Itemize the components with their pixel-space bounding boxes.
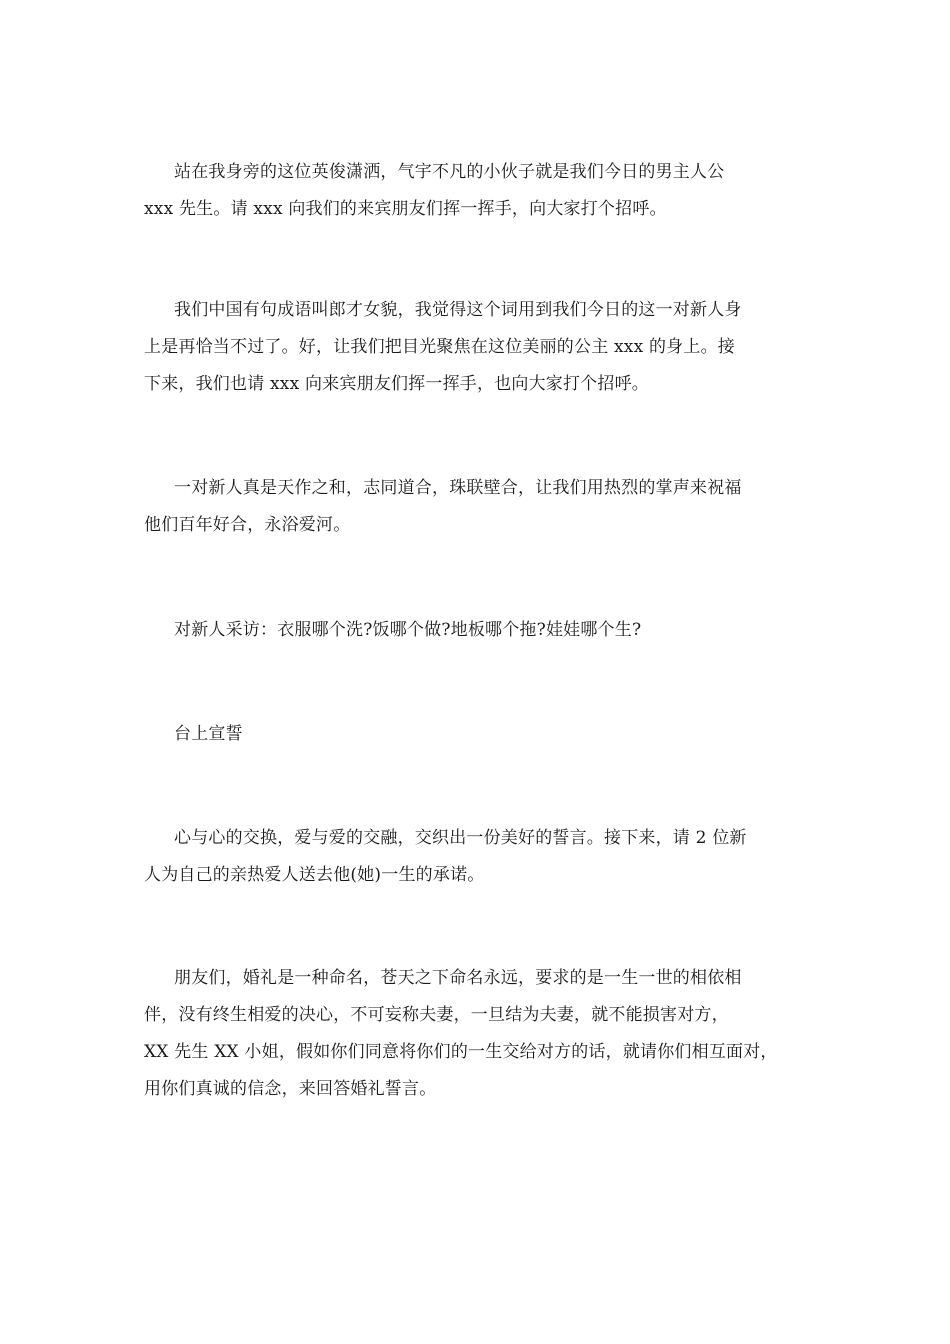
text-line: 台上宣誓: [174, 724, 243, 744]
paragraph-vow-intro: [144, 820, 844, 894]
text-line: 一对新人真是天作之和，志同道合，珠联壁合，让我们用热烈的掌声来祝福: [174, 478, 742, 498]
text-line: XX 先生 XX 小姐，假如你们同意将你们的一生交给对方的话，就请你们相互面对，: [144, 1042, 778, 1062]
text-line: 对新人采访：衣服哪个洗?饭哪个做?地板哪个拖?娃娃哪个生?: [174, 620, 642, 640]
text-line: 用你们真诚的信念，来回答婚礼誓言。: [144, 1079, 437, 1099]
text-line: 上是再恰当不过了。好，让我们把目光聚焦在这位美丽的公主 xxx 的身上。接: [144, 337, 735, 357]
paragraph-groom-intro: [144, 154, 844, 228]
text-line: 心与心的交换，爱与爱的交融，交织出一份美好的誓言。接下来，请 2 位新: [174, 828, 747, 848]
text-line: 伴，没有终生相爱的决心，不可妄称夫妻，一旦结为夫妻，就不能损害对方，: [144, 1005, 729, 1025]
paragraph-bride-intro: [144, 292, 844, 403]
text-line: 我们中国有句成语叫郎才女貌，我觉得这个词用到我们今日的这一对新人身: [174, 300, 742, 320]
text-line: 站在我身旁的这位英俊潇洒，气宇不凡的小伙子就是我们今日的男主人公: [174, 162, 725, 182]
text-line: 下来，我们也请 xxx 向来宾朋友们挥一挥手，也向大家打个招呼。: [144, 374, 649, 394]
paragraph-vow-request: [144, 960, 844, 1108]
text-line: 朋友们，婚礼是一种命名，苍天之下命名永远，要求的是一生一世的相依相: [174, 968, 742, 988]
section-heading-vows: [144, 716, 844, 753]
paragraph-interview: [144, 612, 844, 649]
text-line: xxx 先生。请 xxx 向我们的来宾朋友们挥一挥手，向大家打个招呼。: [144, 199, 667, 219]
paragraph-blessing: [144, 470, 844, 544]
text-line: 人为自己的亲热爱人送去他(她)一生的承诺。: [144, 865, 485, 885]
text-line: 他们百年好合，永浴爱河。: [144, 515, 351, 535]
